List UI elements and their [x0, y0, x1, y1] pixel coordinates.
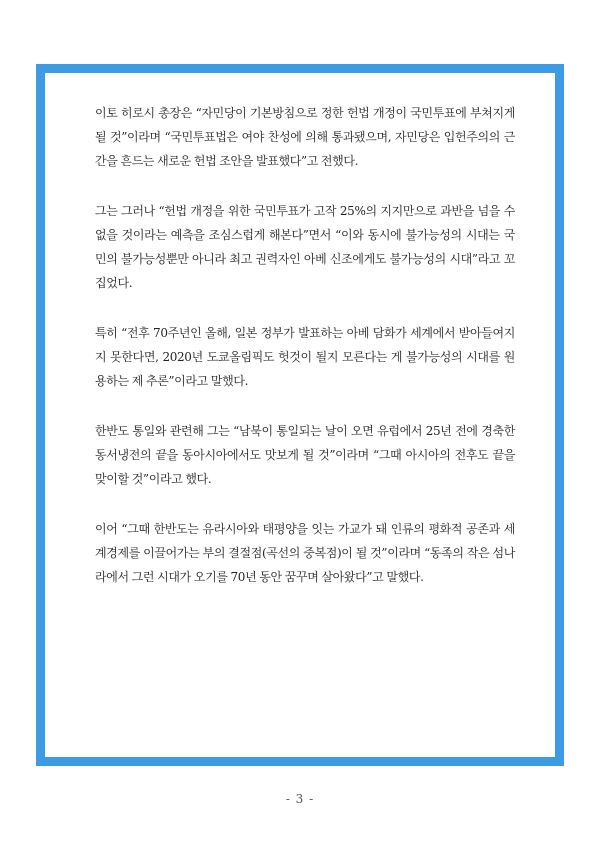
paragraph-5: 이어 “그때 한반도는 유라시아와 태평양을 잇는 가교가 돼 인류의 평화적 공존과 세계경제를 이끌어가는 부의 결절점(곡선의 중복점)이 될 것”이라며 “동족의 작은 섬나라에서 그런 시대가 오기를 70년 동안 꿈꾸며 살아왔다”고 말했다. [95, 522, 515, 584]
paragraph-1: 이토 히로시 총장은 “자민당이 기본방침으로 정한 헌법 개정이 국민투표에 부쳐지게 될 것”이라며 “국민투표법은 여야 찬성에 의해 통과됐으며, 자민당은 입헌주의의 근간을 흔드는 새로운 헌법 조안을 발표했다”고 전했다. [95, 106, 515, 168]
paragraph-4: 한반도 통일와 관련해 그는 “남북이 통일되는 날이 오면 유럽에서 25년 전에 경축한 동서냉전의 끝을 동아시아에서도 맛보게 될 것”이라며 “그때 아시아의 전후도 끝을 맞이할 것”이라고 했다. [95, 424, 515, 486]
paragraph-3: 특히 “전후 70주년인 올해, 일본 정부가 발표하는 아베 담화가 세계에서 받아들여지지 못한다면, 2020년 도쿄올림픽도 헛것이 될지 모른다는 게 불가능성의 시대를 원용하는 제 추론”이라고 말했다. [95, 326, 515, 388]
document-body [95, 101, 515, 615]
paragraph-2: 그는 그러나 “헌법 개정을 위한 국민투표가 고작 25%의 지지만으로 과반을 넘을 수 없을 것이라는 예측을 조심스럽게 해본다”면서 “이와 동시에 불가능성의 시대는 국민의 불가능성뿐만 아니라 최고 권력자인 아베 신조에게도 불가능성의 시대”라고 꼬집었다. [95, 204, 515, 290]
page-number: - 3 - [285, 792, 315, 806]
page-border-frame [36, 64, 564, 766]
